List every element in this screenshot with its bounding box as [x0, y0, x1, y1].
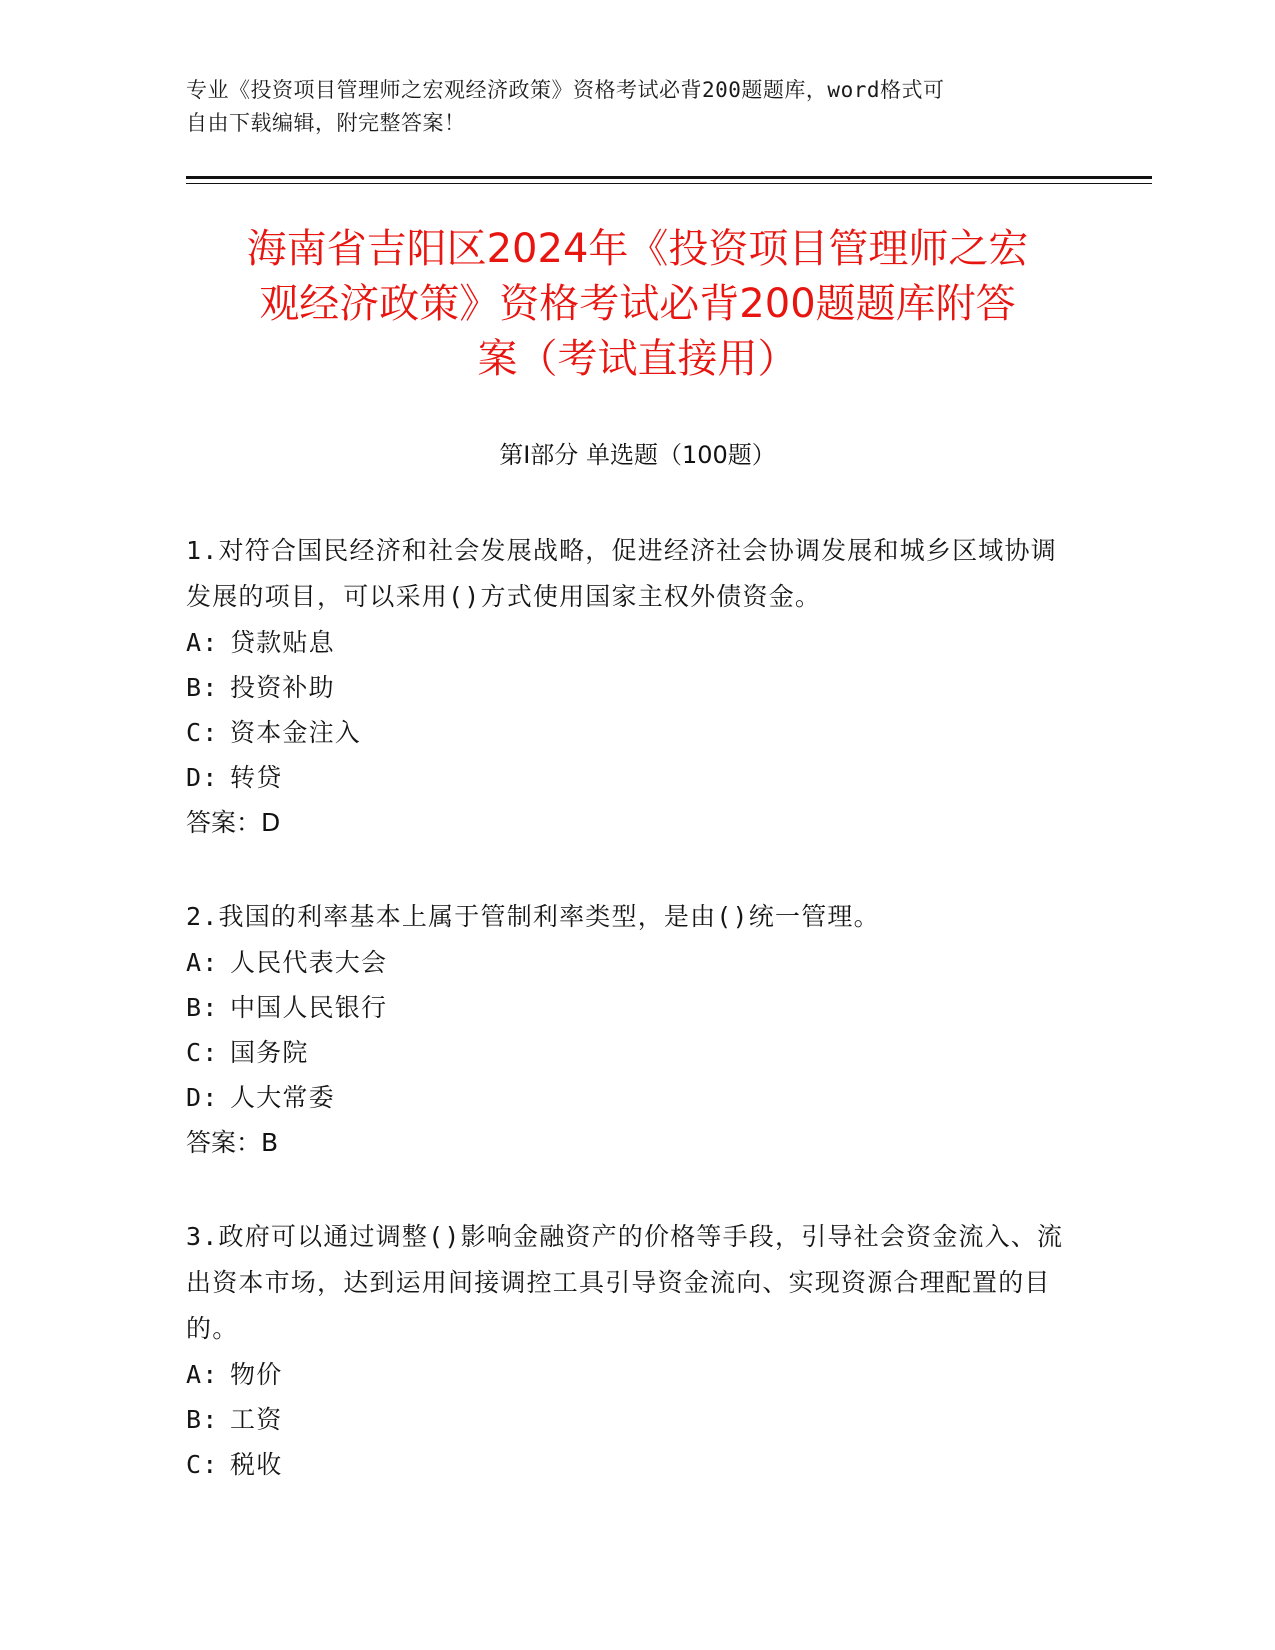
- option-text: 转贷: [230, 763, 283, 792]
- header-note-line: 自由下载编辑，附完整答案！: [186, 111, 466, 135]
- option-text: 国务院: [230, 1038, 309, 1067]
- header-note-line: 专业《投资项目管理师之宏观经济政策》资格考试必背200题题库，word格式可: [186, 78, 945, 102]
- option-a: [186, 1352, 1066, 1397]
- option-b: [186, 665, 1066, 710]
- option-letter: D:: [186, 763, 219, 792]
- answer: 答案：B: [186, 1128, 279, 1157]
- option-letter: B:: [186, 993, 219, 1022]
- document-title-line: 案（考试直接用）: [477, 336, 798, 382]
- header-divider-thick: [186, 176, 1152, 179]
- question-list: [186, 528, 1066, 1535]
- option-letter: B:: [186, 1405, 219, 1434]
- question-1: [186, 528, 1066, 846]
- option-text: 人民代表大会: [230, 948, 388, 977]
- header-divider-thin: [186, 183, 1152, 184]
- option-text: 工资: [230, 1405, 283, 1434]
- document-title: [150, 222, 1125, 387]
- option-text: 人大常委: [230, 1083, 335, 1112]
- option-text: 税收: [230, 1450, 283, 1479]
- option-letter: C:: [186, 1450, 219, 1479]
- option-c: [186, 710, 1066, 755]
- question-text: 2.我国的利率基本上属于管制利率类型，是由()统一管理。: [186, 902, 880, 931]
- option-a: [186, 940, 1066, 985]
- option-text: 投资补助: [230, 673, 335, 702]
- option-c: [186, 1442, 1066, 1487]
- option-letter: A:: [186, 1360, 219, 1389]
- document-title-line: 海南省吉阳区2024年《投资项目管理师之宏: [246, 226, 1029, 272]
- option-letter: B:: [186, 673, 219, 702]
- option-letter: A:: [186, 628, 219, 657]
- question-text: 3.政府可以通过调整()影响金融资产的价格等手段，引导社会资金流入、流出资本市场，达到运用间接调控工具引导资金流向、实现资源合理配置的目的。: [186, 1222, 1064, 1343]
- option-text: 贷款贴息: [230, 628, 335, 657]
- option-b: [186, 1397, 1066, 1442]
- question-3: [186, 1214, 1066, 1487]
- option-letter: C:: [186, 718, 219, 747]
- header-note: [186, 74, 1086, 140]
- document-title-line: 观经济政策》资格考试必背200题题库附答: [259, 281, 1016, 327]
- option-a: [186, 620, 1066, 665]
- option-text: 物价: [230, 1360, 283, 1389]
- question-text: 1.对符合国民经济和社会发展战略，促进经济社会协调发展和城乡区域协调发展的项目，可以采用()方式使用国家主权外债资金。: [186, 536, 1057, 611]
- section-title: 第Ⅰ部分 单选题（100题）: [499, 441, 776, 469]
- option-letter: D:: [186, 1083, 219, 1112]
- option-letter: A:: [186, 948, 219, 977]
- option-text: 中国人民银行: [230, 993, 388, 1022]
- option-d: [186, 1075, 1066, 1120]
- option-b: [186, 985, 1066, 1030]
- option-text: 资本金注入: [230, 718, 362, 747]
- answer: 答案：D: [186, 808, 281, 837]
- option-c: [186, 1030, 1066, 1075]
- question-2: [186, 894, 1066, 1166]
- option-d: [186, 755, 1066, 800]
- option-letter: C:: [186, 1038, 219, 1067]
